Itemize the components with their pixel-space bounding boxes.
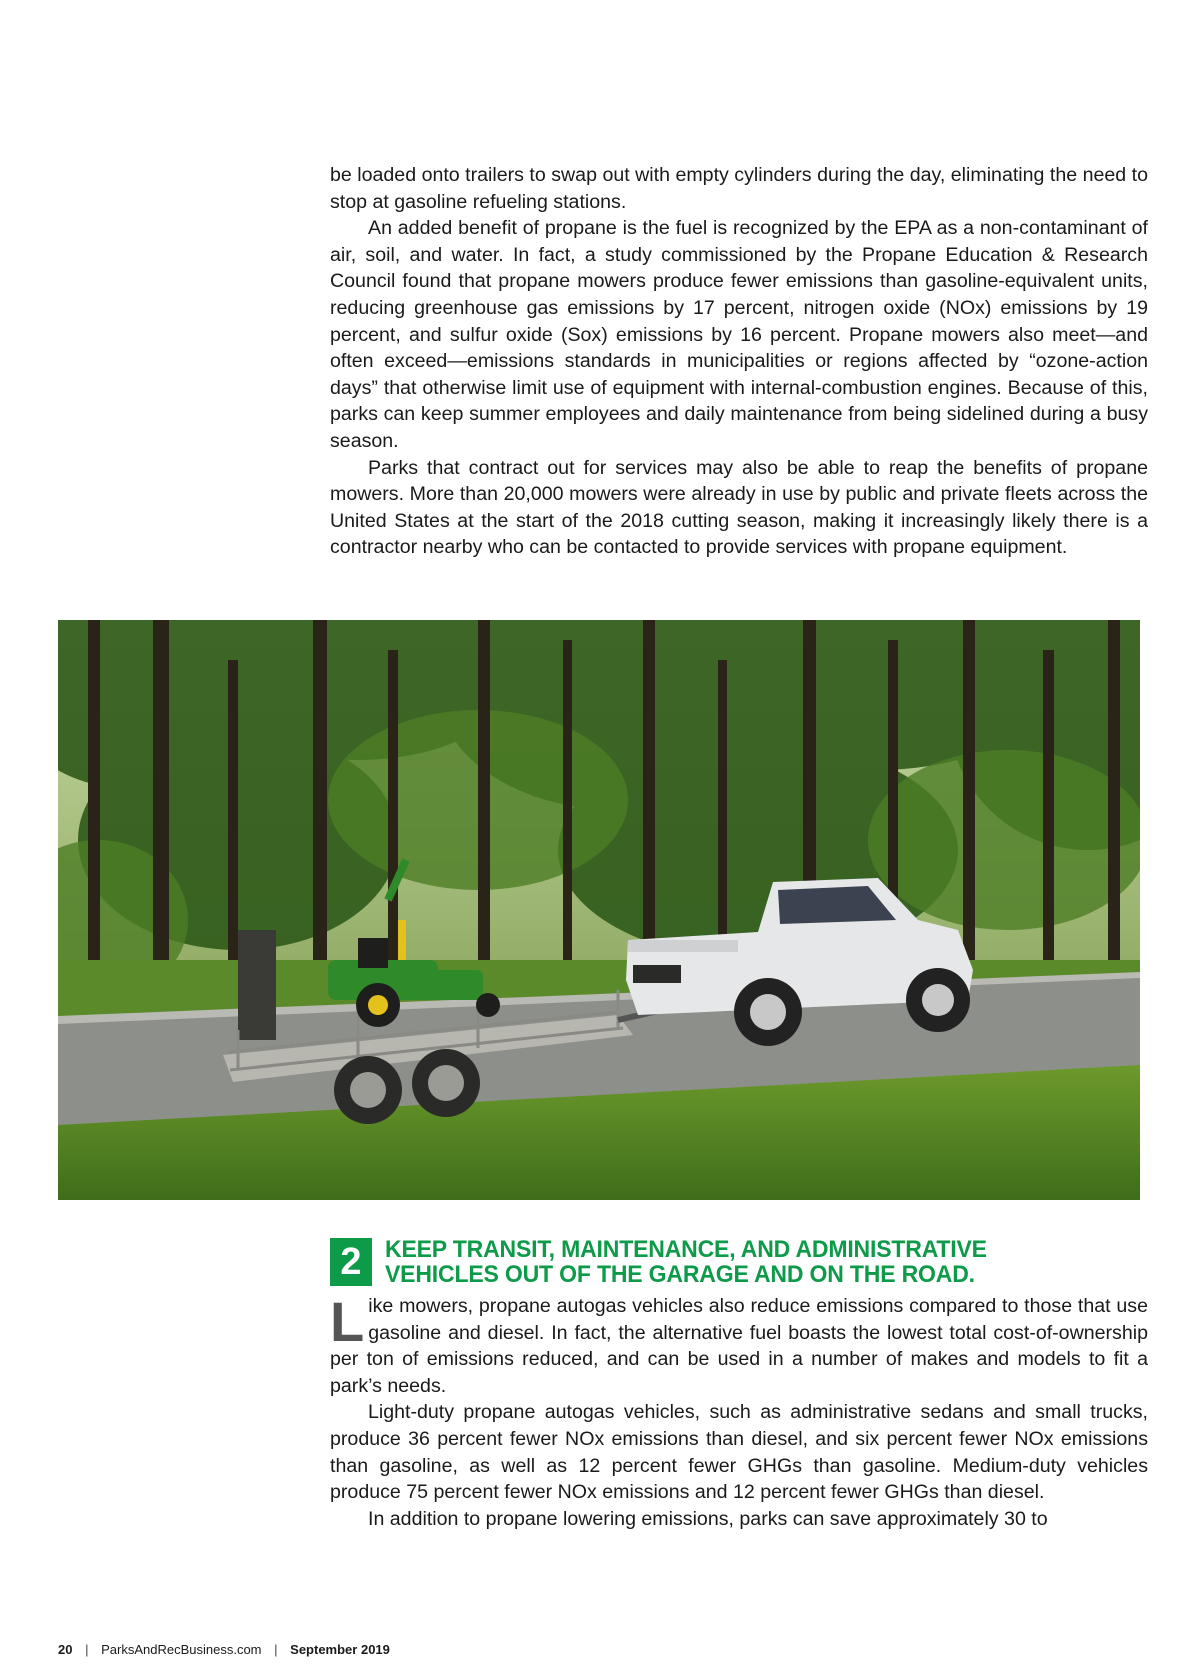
footer-separator: | (85, 1642, 89, 1657)
section-heading (330, 1237, 1148, 1293)
page-footer (58, 1640, 390, 1660)
footer-separator: | (274, 1642, 278, 1657)
article-body-bottom (330, 1290, 1148, 1532)
drop-cap: L (330, 1290, 365, 1353)
section-title-line: KEEP TRANSIT, MAINTENANCE, AND ADMINISTRATIVE (385, 1236, 987, 1263)
paragraph: Light-duty propane autogas vehicles, such as administrative sedans and small trucks, produce 36 percent fewer NOx emissions than diesel, and six percent fewer NOx emissions than gasoline, as well as 12 percent fewer GHGs than gasoline. Medium-duty vehicles produce 75 percent fewer NOx emissions and 12 percent fewer GHGs than diesel. (330, 1401, 1148, 1504)
footer-issue: September 2019 (290, 1642, 390, 1657)
paragraph-text: ike mowers, propane autogas vehicles also reduce emissions compared to those that use gasoline and diesel. In fact, the alternative fuel boasts the lowest total cost-of-ownership per ton of emissions reduced, and can be used in a number of makes and models to fit a park’s needs. (330, 1295, 1148, 1397)
section-title-line: VEHICLES OUT OF THE GARAGE AND ON THE ROAD. (385, 1261, 975, 1288)
paragraph: An added benefit of propane is the fuel is recognized by the EPA as a non-contaminant of air, soil, and water. In fact, a study commissioned by the Propane Education & Research Council found that propane mowers produce fewer emissions than gasoline-equivalent units, reducing greenhouse gas emissions by 17 percent, nitrogen oxide (NOx) emissions by 19 percent, and sulfur oxide (Sox) emissions by 16 percent. Propane mowers also meet—and often exceed—emissions standards in municipalities or regions affected by “ozone-action days” that otherwise limit use of equipment with internal-combustion engines. Because of this, parks can keep summer employees and daily maintenance from being sidelined during a busy season. (330, 217, 1148, 452)
footer-site: ParksAndRecBusiness.com (101, 1642, 262, 1657)
section-title (385, 1237, 1099, 1287)
page-number: 20 (58, 1642, 73, 1657)
section-number-badge: 2 (330, 1238, 372, 1286)
paragraph: Parks that contract out for services may also be able to reap the benefits of propane mowers. More than 20,000 mowers were already in use by public and private fleets across the United States at the start of the 2018 cutting season, making it increasingly likely there is a contractor nearby who can be contacted to provide services with propane equipment. (330, 456, 1148, 559)
article-body-top (330, 162, 1148, 561)
paragraph: In addition to propane lowering emissions, parks can save approximately 30 to (368, 1507, 1048, 1530)
paragraph: be loaded onto trailers to swap out with empty cylinders during the day, eliminating the need to stop at gasoline refueling stations. (330, 164, 1148, 213)
truck-trailer-photo (58, 620, 1140, 1200)
paragraph (330, 1290, 1148, 1399)
